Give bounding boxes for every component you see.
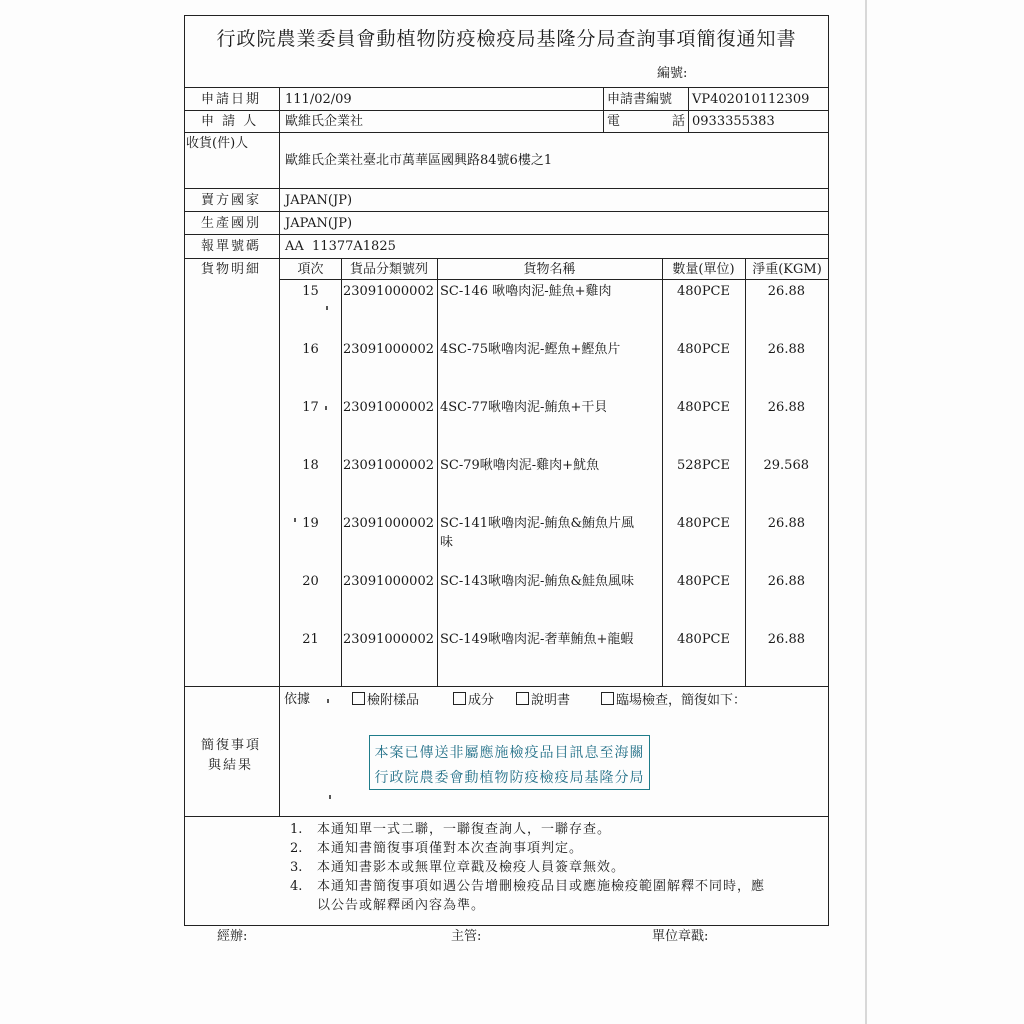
option-sample[interactable]: 檢附樣品: [352, 692, 419, 709]
phone-label-2: 話: [672, 114, 686, 129]
phone-value: 0933355383: [692, 114, 775, 129]
page-edge: [865, 0, 867, 1024]
row-quantity: 480PCE: [677, 632, 730, 647]
row-quantity: 528PCE: [677, 458, 730, 473]
row-goods-name: 4SC-77啾嚕肉泥-鮪魚+干貝: [440, 400, 608, 415]
note-text: 本通知書簡復事項如遇公告增刪檢疫品目或應施檢疫範圍解釋不同時，應: [317, 879, 766, 894]
row-weight: 29.568: [763, 458, 809, 473]
apply-date-value: 111/02/09: [285, 92, 352, 107]
row-code: 23091000002: [343, 284, 434, 299]
note-number: 1.: [290, 822, 303, 837]
goods-label: 貨物明細: [201, 262, 262, 277]
row-code: 23091000002: [343, 632, 434, 647]
checkbox-icon[interactable]: [601, 692, 614, 705]
phone-label-1: 電: [607, 114, 621, 129]
unit-stamp-label: 單位章戳:: [652, 929, 709, 944]
checkbox-icon[interactable]: [516, 692, 529, 705]
note-number: 4.: [290, 879, 303, 894]
seller-country-value: JAPAN(JP): [285, 193, 353, 208]
origin-value: JAPAN(JP): [285, 216, 353, 231]
form-no-label: 申請書編號: [607, 92, 673, 107]
row-item-no: 15: [302, 284, 319, 299]
row-code: 23091000002: [343, 516, 434, 531]
row-code: 23091000002: [343, 574, 434, 589]
row-item-no: 20: [302, 574, 319, 589]
declaration-label: 報單號碼: [201, 239, 262, 254]
row-quantity: 480PCE: [677, 342, 730, 357]
row-goods-name: SC-149啾嚕肉泥-奢華鮪魚+龍蝦: [440, 632, 634, 647]
row-weight: 26.88: [767, 400, 805, 415]
row-item-no: 16: [302, 342, 319, 357]
scan-speck: [294, 518, 296, 522]
note-number: 3.: [290, 860, 303, 875]
option-onsite-inspection[interactable]: 臨場檢查，簡復如下：: [601, 692, 746, 709]
header-goods-name: 貨物名稱: [523, 262, 576, 277]
row-code: 23091000002: [343, 458, 434, 473]
row-code: 23091000002: [343, 342, 434, 357]
form-title: 行政院農業委員會動植物防疫檢疫局基隆分局查詢事項簡復通知書: [216, 28, 797, 50]
row-goods-name-cont: 味: [440, 535, 454, 550]
row-goods-name: SC-141啾嚕肉泥-鮪魚&鮪魚片風: [440, 516, 635, 531]
note-text-cont: 以公告或解釋函內容為準。: [317, 898, 486, 913]
row-quantity: 480PCE: [677, 574, 730, 589]
consignee-value: 歐維氏企業社臺北市萬華區國興路84號6樓之1: [285, 153, 553, 168]
seller-country-label: 賣方國家: [201, 193, 262, 208]
note-number: 2.: [290, 841, 303, 856]
row-goods-name: 4SC-75啾嚕肉泥-鰹魚+鰹魚片: [440, 342, 621, 357]
header-code: 貨品分類號列: [349, 262, 428, 277]
note-text: 本通知單一式二聯，一聯復查詢人，一聯存查。: [317, 822, 612, 837]
header-item-no: 項次: [297, 262, 324, 277]
scan-speck: [326, 306, 328, 310]
row-code: 23091000002: [343, 400, 434, 415]
option-ingredients[interactable]: 成分: [453, 692, 494, 709]
row-goods-name: SC-79啾嚕肉泥-雞肉+魷魚: [440, 458, 600, 473]
note-text: 本通知書影本或無單位章戳及檢疫人員簽章無效。: [317, 860, 626, 875]
stamp-line2: 行政院農委會動植物防疫檢疫局基隆分局: [374, 770, 645, 786]
scan-speck: [329, 795, 331, 799]
serial-label: 編號:: [657, 66, 688, 81]
applicant-value: 歐維氏企業社: [285, 114, 364, 129]
row-item-no: 17: [302, 400, 319, 415]
row-weight: 26.88: [767, 632, 805, 647]
row-item-no: 21: [302, 632, 319, 647]
row-quantity: 480PCE: [677, 284, 730, 299]
row-quantity: 480PCE: [677, 400, 730, 415]
scan-speck: [327, 699, 329, 703]
row-item-no: 19: [302, 516, 319, 531]
row-goods-name: SC-146 啾嚕肉泥-鮭魚+雞肉: [440, 284, 612, 299]
checkbox-icon[interactable]: [352, 692, 365, 705]
origin-label: 生產國別: [201, 216, 262, 231]
reply-label-line1: 簡復事項: [201, 738, 262, 753]
row-weight: 26.88: [767, 516, 805, 531]
row-weight: 26.88: [767, 342, 805, 357]
handler-label: 經辦:: [217, 929, 248, 944]
checkbox-icon[interactable]: [453, 692, 466, 705]
scan-speck: [325, 406, 327, 410]
row-quantity: 480PCE: [677, 516, 730, 531]
row-item-no: 18: [302, 458, 319, 473]
applicant-label: 申 請 人: [201, 114, 259, 129]
header-weight: 淨重(KGM): [752, 262, 822, 277]
stamp-line1: 本案已傳送非屬應施檢疫品目訊息至海關: [374, 745, 645, 761]
consignee-label: 收貨(件)人: [186, 136, 249, 151]
apply-date-label: 申請日期: [201, 92, 262, 107]
reply-label-line2: 與結果: [208, 758, 254, 773]
row-weight: 26.88: [767, 284, 805, 299]
supervisor-label: 主管:: [451, 929, 482, 944]
form-no-value: VP402010112309: [692, 92, 810, 107]
note-text: 本通知書簡復事項僅對本次查詢事項判定。: [317, 841, 584, 856]
official-stamp: [369, 735, 650, 790]
header-quantity: 數量(單位): [672, 262, 735, 277]
basis-label: 依據: [284, 692, 311, 707]
row-weight: 26.88: [767, 574, 805, 589]
option-manual[interactable]: 說明書: [516, 692, 570, 709]
declaration-value: AA 11377A1825: [285, 239, 396, 254]
row-goods-name: SC-143啾嚕肉泥-鮪魚&鮭魚風味: [440, 574, 635, 589]
